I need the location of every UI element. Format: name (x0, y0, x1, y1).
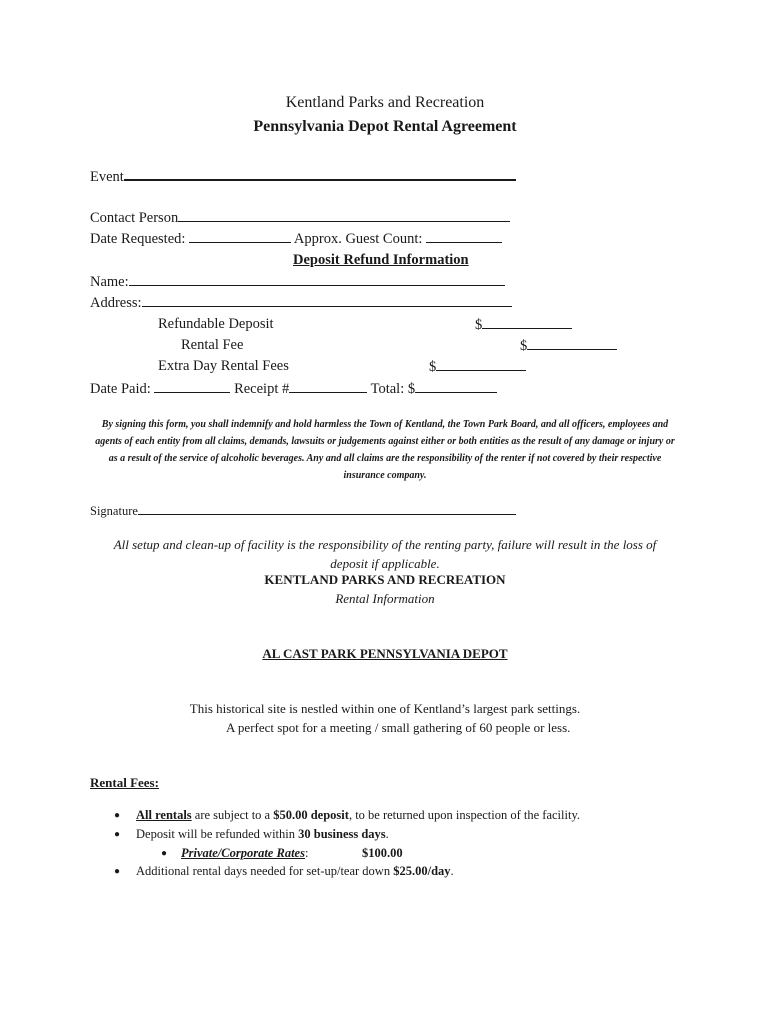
bullet-icon: ● (114, 829, 121, 840)
bullet-icon: ● (161, 848, 168, 859)
extra-day-field[interactable] (436, 358, 526, 371)
rental-fees-heading: Rental Fees: (90, 775, 159, 790)
organization-name: Kentland Parks and Recreation (285, 94, 485, 111)
address-label: Address: (90, 295, 142, 311)
contact-row (90, 209, 510, 227)
all-rentals-text: All rentals (136, 808, 192, 822)
rental-info-org: KENTLAND PARKS AND RECREATION (264, 572, 506, 587)
extra-day-row (429, 358, 526, 376)
rental-fee-label: Rental Fee (181, 337, 244, 353)
fee-item-additional-days (136, 864, 454, 879)
extra-day-currency: $ (429, 359, 437, 375)
receipt-field[interactable] (289, 380, 367, 393)
rental-fee-field[interactable] (527, 337, 617, 350)
deposit-heading: Deposit Refund Information (293, 252, 469, 268)
site-title: AL CAST PARK PENNSYLVANIA DEPOT (262, 646, 508, 661)
fee-item-deposit (136, 808, 580, 823)
rental-fee-currency: $ (520, 338, 528, 354)
additional-day-amount: $25.00/day (393, 864, 451, 878)
rental-fee-row (520, 337, 617, 355)
contact-field[interactable] (178, 209, 510, 222)
fee-item-refund-lead: Deposit will be refunded within (136, 827, 299, 841)
fee-item-refund-tail: . (385, 827, 389, 841)
fee-item-additional-tail: . (450, 864, 454, 878)
name-label: Name: (90, 274, 129, 290)
private-rates-colon: : (304, 846, 309, 860)
refundable-deposit-row (475, 316, 572, 334)
date-requested-field[interactable] (189, 230, 291, 243)
page-title: Pennsylvania Depot Rental Agreement (253, 118, 517, 135)
payment-row (90, 380, 497, 398)
event-row (90, 167, 516, 186)
fee-item-refund (136, 827, 389, 842)
site-description-1: This historical site is nestled within one of Kentland’s largest park settings. (189, 701, 581, 716)
guest-count-field[interactable] (426, 230, 502, 243)
extra-day-label: Extra Day Rental Fees (158, 358, 289, 374)
private-rates-amount: $100.00 (362, 846, 403, 860)
refundable-deposit-field[interactable] (482, 316, 572, 329)
name-field[interactable] (129, 273, 505, 286)
signature-label: Signature (90, 504, 138, 518)
signature-row (90, 502, 516, 519)
deposit-amount: $50.00 deposit (273, 808, 349, 822)
contact-label: Contact Person (90, 210, 179, 226)
name-row (90, 273, 505, 291)
receipt-label: Receipt # (234, 381, 290, 397)
site-description-2: A perfect spot for a meeting / small gathering of 60 people or less. (226, 720, 571, 735)
fee-item-additional-lead: Additional rental days needed for set-up/tear down (136, 864, 394, 878)
total-field[interactable] (415, 380, 497, 393)
address-row (90, 294, 512, 312)
bullet-icon: ● (114, 866, 121, 877)
address-field[interactable] (142, 294, 512, 307)
total-label: Total: $ (370, 381, 416, 397)
rental-info-subtitle: Rental Information (335, 591, 435, 606)
date-paid-field[interactable] (154, 380, 230, 393)
refund-days: 30 business days (298, 827, 386, 841)
date-guest-row (90, 230, 502, 248)
date-requested-label: Date Requested: (90, 231, 186, 247)
refundable-deposit-label: Refundable Deposit (158, 316, 274, 332)
private-rates-label: Private/Corporate Rates (181, 846, 305, 860)
setup-cleanup-note: All setup and clean-up of facility is the responsibility of the renting party, failure will result in the loss of deposit if applicable. (113, 537, 657, 571)
liability-disclaimer: By signing this form, you shall indemnify and hold harmless the Town of Kentland, the Town Park Board, and all officers, employees and agents of each entity from all claims, demands, lawsuits or judgements against either or both entities as the result of any damage or injury or as a result of the service of alcoholic beverages. Any and all claims are the responsibility of the renter if not covered by their respective insurance company. (95, 419, 675, 481)
refundable-deposit-currency: $ (475, 317, 483, 333)
fee-item-deposit-tail: , to be returned upon inspection of the facility. (348, 808, 581, 822)
event-field[interactable] (124, 167, 516, 181)
fee-item-deposit-mid: are subject to a (191, 808, 274, 822)
date-paid-label: Date Paid: (90, 381, 151, 397)
signature-field[interactable] (138, 502, 516, 515)
fee-item-private-rates (181, 846, 308, 861)
event-label: Event (90, 169, 124, 185)
bullet-icon: ● (114, 810, 121, 821)
guest-count-label: Approx. Guest Count: (293, 231, 423, 247)
